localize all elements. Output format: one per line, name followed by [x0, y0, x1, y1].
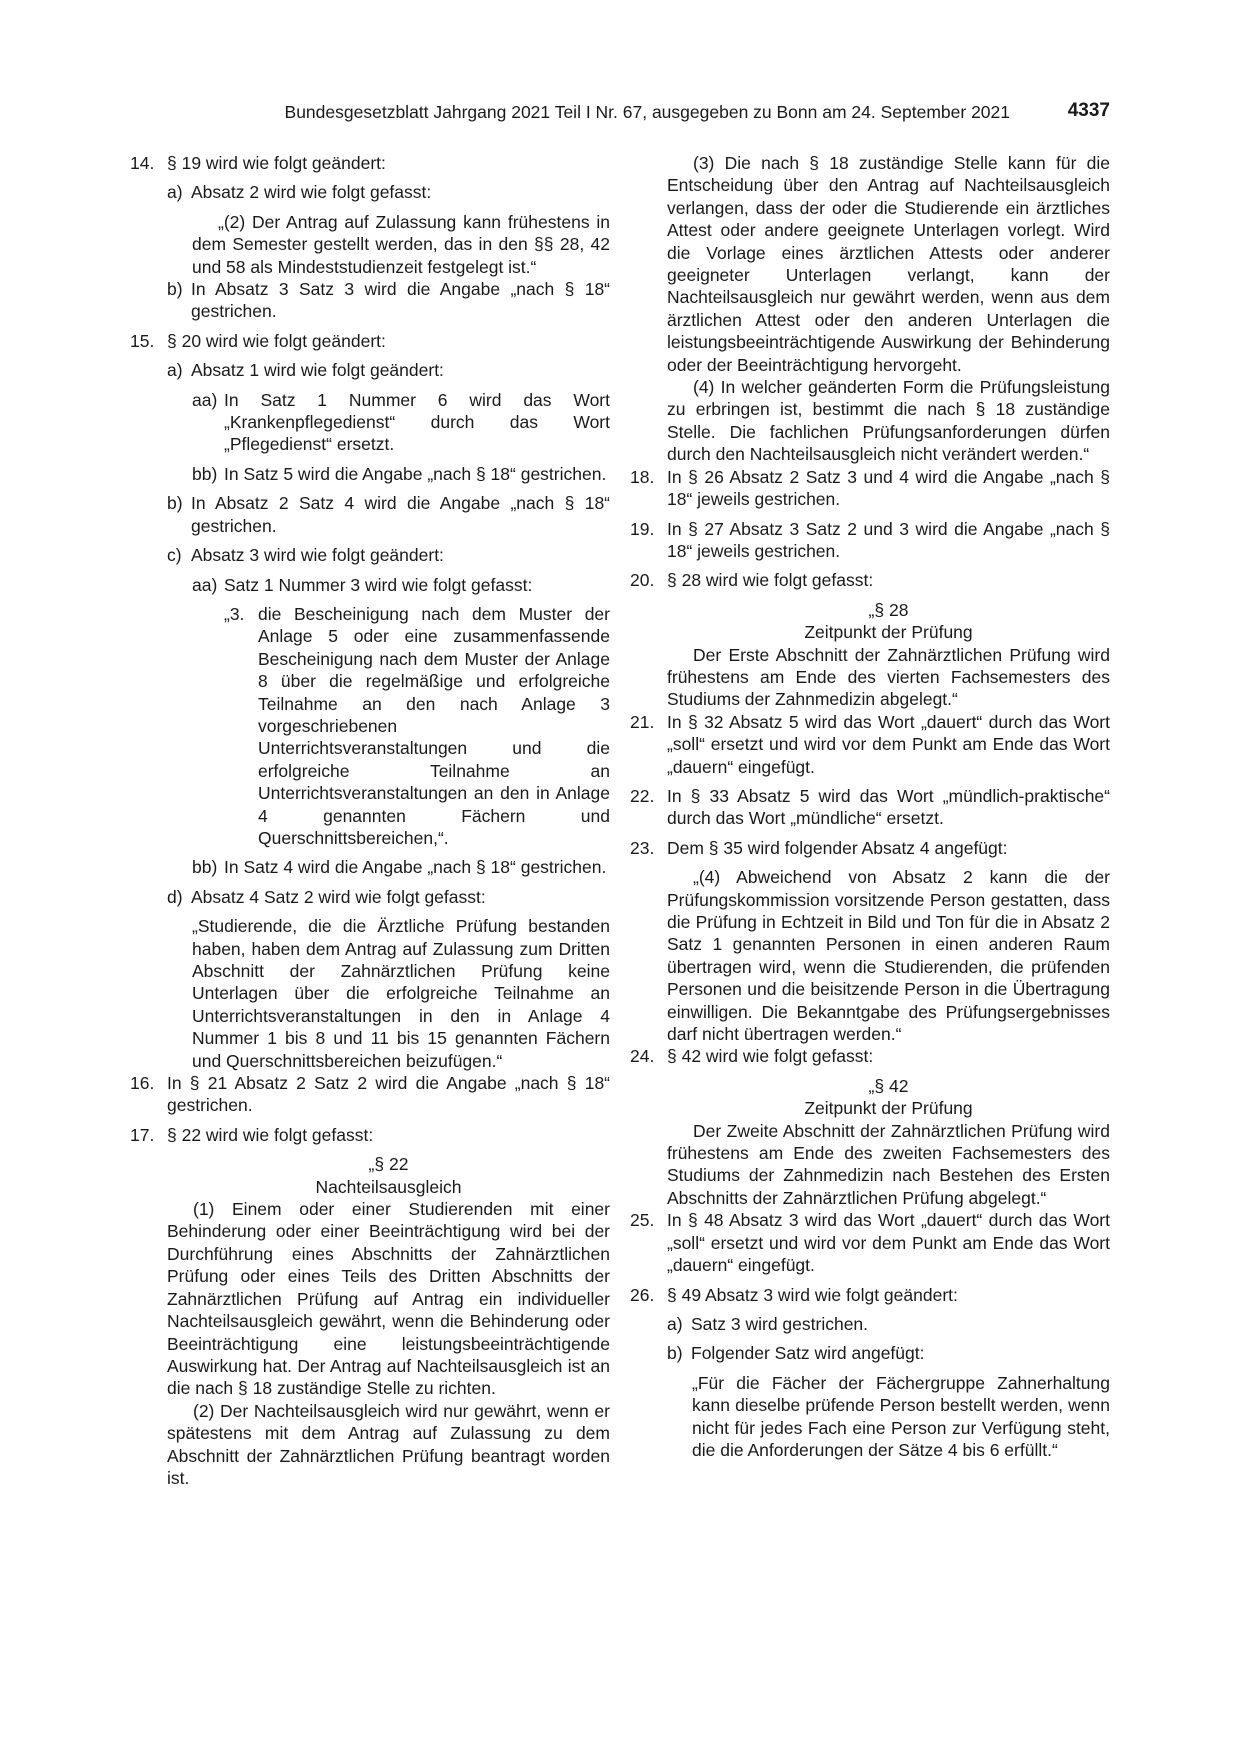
item-sublabel: bb) — [192, 463, 218, 484]
page-number: 4337 — [1067, 100, 1110, 121]
item-text: In § 26 Absatz 2 Satz 3 und 4 wird die Angabe „nach § 18“ jeweils gestrichen. — [667, 466, 1110, 510]
item-text: Dem § 35 wird folgender Absatz 4 angefügt: — [667, 837, 1008, 858]
list-item — [130, 181, 610, 203]
item-text: Absatz 3 wird wie folgt geändert: — [191, 545, 444, 566]
list-item — [630, 1209, 1110, 1276]
list-item — [130, 359, 610, 381]
item-text: § 20 wird wie folgt geändert: — [167, 330, 386, 351]
item-number: 24. — [630, 1046, 655, 1067]
left-column — [130, 152, 610, 1489]
list-item — [630, 466, 1110, 511]
item-sublabel: bb) — [192, 857, 218, 878]
right-column — [630, 152, 1110, 1461]
section-number: „§ 28 — [868, 599, 909, 620]
item-number: 22. — [630, 785, 655, 806]
item-text: In § 48 Absatz 3 wird das Wort „dauert“ durch das Wort „soll“ ersetzt und wird vor dem Punkt am Ende das Wort „dauern“ eingefügt. — [667, 1210, 1110, 1276]
item-text: § 49 Absatz 3 wird wie folgt geändert: — [667, 1284, 958, 1305]
section-paragraph: (1) Einem oder einer Studierenden mit einer Behinderung oder einer Beeinträchtigung wird bei der Durchführung eines Abschnitts der Zahnärztlichen Prüfung oder eines Teils des Dritten Abschnitts der Zahnärztlichen Prüfung auf Antrag ein individueller Nachteilsausgleich gewährt, wenn die Behinderung oder Beeinträchtigung eine leistungsbeeinträchtigende Auswirkung hat. Der Antrag auf Nachteilsausgleich ist an die nach § 18 zuständige Stelle zu richten. — [167, 1199, 610, 1399]
item-text: Folgender Satz wird angefügt: — [691, 1343, 925, 1364]
item-text: In Absatz 3 Satz 3 wird die Angabe „nach § 18“ gestrichen. — [191, 279, 610, 322]
section-number: „§ 22 — [368, 1154, 409, 1175]
item-text: In Satz 1 Nummer 6 wird das Wort „Krankenpflegedienst“ durch das Wort „Pflegedienst“ ersetzt. — [224, 389, 610, 455]
item-text: § 22 wird wie folgt gefasst: — [167, 1124, 374, 1145]
list-item — [130, 574, 610, 596]
item-number: 26. — [630, 1284, 655, 1305]
quoted-amendment — [130, 603, 610, 849]
gazette-source-line: Bundesgesetzblatt Jahrgang 2021 Teil I Nr. 67, ausgegeben zu Bonn am 24. September 2021 — [284, 102, 1010, 122]
list-item — [130, 330, 610, 352]
item-text: § 19 wird wie folgt geändert: — [167, 153, 386, 173]
item-text: In Satz 5 wird die Angabe „nach § 18“ gestrichen. — [224, 463, 607, 484]
list-item — [630, 569, 1110, 591]
item-letter: b) — [667, 1343, 683, 1364]
item-number: 20. — [630, 570, 655, 591]
item-number: 19. — [630, 518, 655, 539]
item-text: In § 27 Absatz 3 Satz 2 und 3 wird die Angabe „nach § 18“ jeweils gestrichen. — [667, 518, 1110, 561]
item-text: In § 21 Absatz 2 Satz 2 wird die Angabe „nach § 18“ gestrichen. — [167, 1073, 610, 1116]
list-item — [130, 856, 610, 878]
item-letter: a) — [667, 1313, 683, 1334]
list-item — [630, 1284, 1110, 1306]
item-text: In Absatz 2 Satz 4 wird die Angabe „nach § 18“ gestrichen. — [191, 493, 610, 536]
section-paragraph: Der Erste Abschnitt der Zahnärztlichen Prüfung wird frühestens am Ende des vierten Fachsemesters des Studiums der Zahnmedizin abgelegt.“ — [667, 644, 1110, 710]
list-item — [130, 278, 610, 323]
item-number: 17. — [130, 1124, 155, 1145]
list-item — [630, 711, 1110, 778]
item-number: 15. — [130, 330, 155, 351]
quoted-item-text: die Bescheinigung nach dem Muster der Anlage 5 oder eine zusammenfassende Bescheinigung nach dem Muster der Anlage 8 über die regelmäßige und erfolgreiche Teilnahme an den nach Anlage 3 vorgeschriebenen Unterrichtsveranstaltungen und die erfolgreiche Teilnahme an Unterrichtsveranstaltungen an den in Anlage 4 genannten Fächern und Querschnittsbereichen,“. — [258, 603, 610, 848]
list-item — [630, 785, 1110, 830]
item-text: Absatz 4 Satz 2 wird wie folgt gefasst: — [191, 886, 486, 907]
item-text: Absatz 1 wird wie folgt geändert: — [191, 360, 444, 381]
section-paragraph: (2) Der Nachteilsausgleich wird nur gewährt, wenn er spätestens mit dem Antrag auf Zulassung zu dem Abschnitt der Zahnärztlichen Prüfung beantragt worden ist. — [167, 1400, 610, 1488]
item-letter: c) — [167, 545, 182, 566]
item-number: 25. — [630, 1210, 655, 1231]
list-item — [630, 1045, 1110, 1067]
item-text: In § 32 Absatz 5 wird das Wort „dauert“ durch das Wort „soll“ ersetzt und wird vor dem Punkt am Ende das Wort „dauern“ eingefügt. — [667, 711, 1110, 777]
quoted-amendment: „Studierende, die die Ärztliche Prüfung bestanden haben, haben dem Antrag auf Zulassung zum Dritten Abschnitt der Zahnärztlichen Prüfung keine Unterlagen über die erfolgreiche Teilnahme an Unterrichtsveranstaltungen in den in Anlage 4 Nummer 1 bis 8 und 11 bis 15 genannten Fächern und Querschnittsbereichen beizufügen.“ — [192, 916, 610, 1071]
section-title: Zeitpunkt der Prüfung — [804, 1098, 973, 1119]
item-number: 23. — [630, 837, 655, 858]
list-item — [130, 886, 610, 908]
item-text: Satz 3 wird gestrichen. — [691, 1313, 869, 1334]
list-item — [130, 152, 610, 174]
item-text: Satz 1 Nummer 3 wird wie folgt gefasst: — [224, 574, 533, 595]
list-item — [130, 492, 610, 537]
item-text: Absatz 2 wird wie folgt gefasst: — [191, 182, 432, 203]
item-number: 18. — [630, 466, 655, 487]
item-letter: a) — [167, 360, 183, 381]
item-letter: d) — [167, 886, 183, 907]
list-item — [130, 544, 610, 566]
item-number: 16. — [130, 1073, 155, 1094]
list-item — [130, 463, 610, 485]
item-text: § 28 wird wie folgt gefasst: — [667, 570, 874, 591]
item-text: § 42 wird wie folgt gefasst: — [667, 1046, 874, 1067]
item-letter: b) — [167, 279, 183, 300]
item-number: 14. — [130, 153, 155, 173]
item-number: 21. — [630, 711, 655, 732]
list-item — [630, 1313, 1110, 1335]
item-letter: b) — [167, 493, 183, 514]
item-sublabel: aa) — [192, 389, 218, 410]
item-letter: a) — [167, 182, 183, 203]
list-item — [630, 518, 1110, 563]
quoted-item-number: „3. — [224, 603, 245, 624]
list-item — [130, 1072, 610, 1117]
item-text: In Satz 4 wird die Angabe „nach § 18“ gestrichen. — [224, 857, 607, 878]
section-title: Zeitpunkt der Prüfung — [804, 622, 973, 643]
section-title: Nachteilsausgleich — [315, 1176, 462, 1197]
item-sublabel: aa) — [192, 574, 218, 595]
list-item — [630, 837, 1110, 859]
section-number: „§ 42 — [868, 1075, 909, 1096]
quoted-amendment: „(2) Der Antrag auf Zulassung kann frühestens in dem Semester gestellt werden, das in den §§ 28, 42 und 58 als Mindeststudienzeit festgelegt ist.“ — [192, 211, 610, 277]
section-paragraph: (3) Die nach § 18 zuständige Stelle kann für die Entscheidung über den Antrag auf Nachteilsausgleich verlangen, dass der oder die Studierende ein ärztliches Attest oder andere geeignete Unterlagen vorlegt. Wird die Vorlage eines ärztlichen Attests oder anderer geeigneter Unterlagen verlangt, kann der Nachteilsausgleich nur gewährt werden, wenn aus dem ärztlichen Attest oder den anderen Unterlagen die leistungsbeeinträchtigende Auswirkung der Behinderung oder der Beeinträchtigung hervorgeht. — [667, 153, 1110, 375]
quoted-amendment: „Für die Fächer der Fächergruppe Zahnerhaltung kann dieselbe prüfende Person bestellt werden, wenn nicht für jedes Fach eine Person zur Verfügung steht, die die Anforderungen der Sätze 4 bis 6 erfüllt.“ — [692, 1372, 1110, 1460]
item-text: In § 33 Absatz 5 wird das Wort „mündlich-praktische“ durch das Wort „mündliche“ ersetzt. — [667, 785, 1110, 829]
list-item — [130, 389, 610, 456]
section-paragraph: Der Zweite Abschnitt der Zahnärztlichen Prüfung wird frühestens am Ende des zweiten Fachsemesters des Studiums der Zahnmedizin nach Bestehen des Ersten Abschnitts der Zahnärztlichen Prüfung abgelegt.“ — [667, 1120, 1110, 1208]
list-item — [630, 1342, 1110, 1364]
list-item — [130, 1124, 610, 1146]
quoted-amendment: „(4) Abweichend von Absatz 2 kann die der Prüfungskommission vorsitzende Person gestatten, dass die Prüfung in Echtzeit in Bild und Ton für die in Absatz 2 Satz 1 genannten Personen in einen anderen Raum übertragen wird, wenn die Studierenden, die prüfenden Personen und die beisitzende Person in die Übertragung einwilligen. Die Bekanntgabe des Prüfungsergebnisses darf nicht übertragen werden.“ — [667, 867, 1110, 1045]
section-paragraph: (4) In welcher geänderten Form die Prüfungsleistung zu erbringen ist, bestimmt die nach § 18 zuständige Stelle. Die fachlichen Prüfungsanforderungen dürfen durch den Nachteilsausgleich nicht verändert werden.“ — [667, 377, 1110, 465]
